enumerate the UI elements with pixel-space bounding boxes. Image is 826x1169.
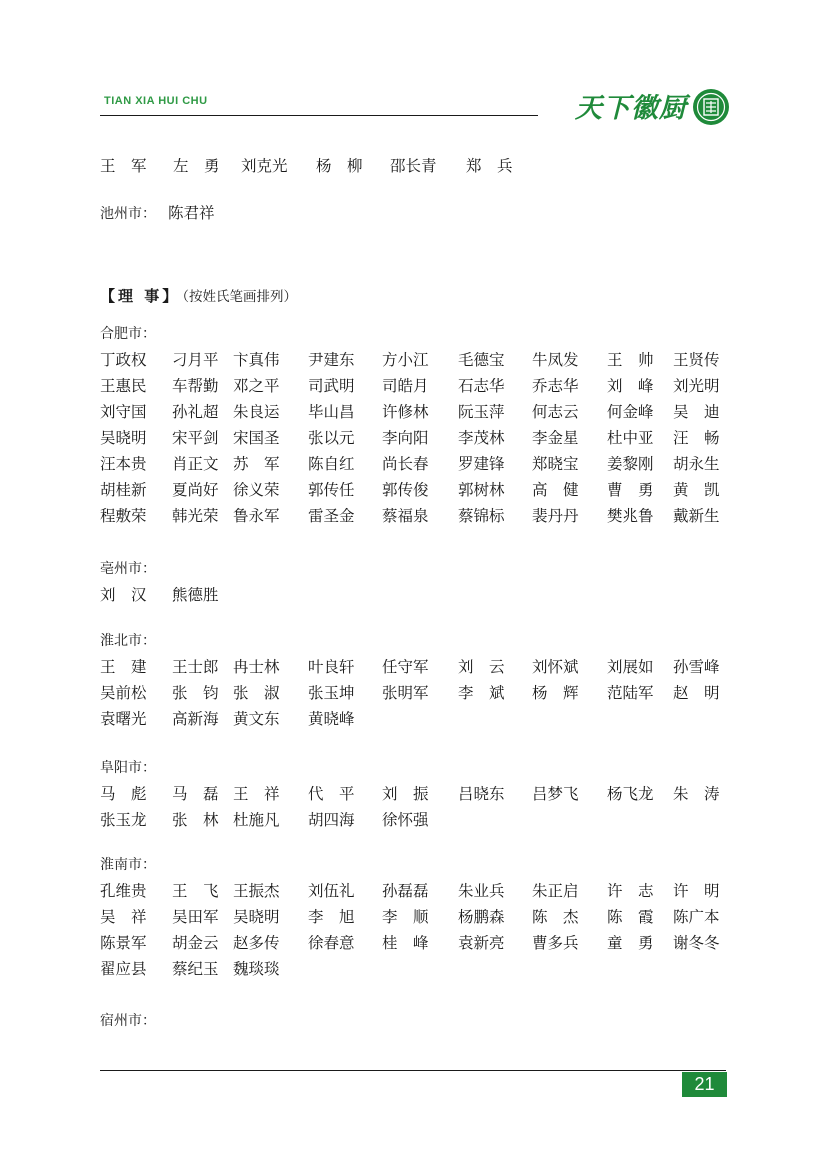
- member-name: 戴新生: [673, 507, 720, 525]
- member-name: 左 勇: [173, 157, 220, 175]
- name-row: [100, 582, 730, 608]
- member-name: 胡金云: [172, 934, 219, 952]
- member-name: 黄文东: [233, 710, 280, 728]
- member-name: 赵 明: [673, 684, 720, 702]
- member-name: 曹多兵: [532, 934, 579, 952]
- member-name: 宋国圣: [233, 429, 280, 447]
- member-name: 阮玉萍: [458, 403, 505, 421]
- member-name: 刘守国: [100, 403, 147, 421]
- name-row: [100, 706, 730, 732]
- member-name: 罗建锋: [458, 455, 505, 473]
- member-name: 张玉坤: [308, 684, 355, 702]
- member-name: 陈君祥: [168, 204, 215, 222]
- member-name: 刁月平: [172, 351, 219, 369]
- member-name: 毛德宝: [458, 351, 505, 369]
- member-name: 何志云: [532, 403, 579, 421]
- header-divider: [100, 115, 538, 116]
- member-name: 桂 峰: [382, 934, 429, 952]
- member-name: 王 军: [100, 157, 147, 175]
- name-row: [100, 680, 730, 706]
- member-name: 王 帅: [607, 351, 654, 369]
- name-row: [100, 654, 730, 680]
- member-name: 张以元: [308, 429, 355, 447]
- member-name: 程敷荣: [100, 507, 147, 525]
- name-row: [100, 781, 730, 807]
- member-name: 叶良轩: [308, 658, 355, 676]
- member-name: 牛凤发: [532, 351, 579, 369]
- member-name: 朱良运: [233, 403, 280, 421]
- logo-seal-icon: [693, 89, 729, 125]
- member-name: 王惠民: [100, 377, 147, 395]
- member-name: 刘 云: [458, 658, 505, 676]
- city-label: 宿州市：: [100, 1013, 156, 1029]
- member-name: 许 明: [673, 882, 720, 900]
- city-label: 淮南市：: [100, 857, 156, 873]
- member-name: 代 平: [308, 785, 355, 803]
- page-number: 21: [682, 1072, 727, 1097]
- member-name: 雷圣金: [308, 507, 355, 525]
- member-name: 赵多传: [233, 934, 280, 952]
- member-name: 陈 霞: [607, 908, 654, 926]
- member-name: 吴 迪: [673, 403, 720, 421]
- member-name: 朱业兵: [458, 882, 505, 900]
- member-name: 张 林: [172, 811, 219, 829]
- member-name: 胡四海: [308, 811, 355, 829]
- member-name: 卞真伟: [233, 351, 280, 369]
- member-name: 邓之平: [233, 377, 280, 395]
- city-label-chizhou: [100, 202, 215, 225]
- member-name: 王士郎: [172, 658, 219, 676]
- member-name: 李茂林: [458, 429, 505, 447]
- member-name: 熊德胜: [172, 586, 219, 604]
- member-name: 杜中亚: [607, 429, 654, 447]
- member-name: 孙礼超: [172, 403, 219, 421]
- member-name: 任守军: [382, 658, 429, 676]
- member-name: 谢冬冬: [673, 934, 720, 952]
- member-name: 张 淑: [233, 684, 280, 702]
- member-name: 刘 振: [382, 785, 429, 803]
- member-name: 李向阳: [382, 429, 429, 447]
- member-name: 吴田军: [172, 908, 219, 926]
- member-name: 蔡纪玉: [172, 960, 219, 978]
- member-name: 童 勇: [607, 934, 654, 952]
- city-label: 合肥市：: [100, 326, 156, 342]
- member-name: 司武明: [308, 377, 355, 395]
- name-row: [100, 956, 730, 982]
- member-name: 翟应县: [100, 960, 147, 978]
- city-name: 池州市：: [100, 206, 156, 222]
- member-name: 杨飞龙: [607, 785, 654, 803]
- member-name: 宋平剑: [172, 429, 219, 447]
- member-name: 车帮勤: [172, 377, 219, 395]
- member-name: 朱正启: [532, 882, 579, 900]
- member-name: 高 健: [532, 481, 579, 499]
- name-row: [100, 399, 730, 425]
- member-name: 毕山昌: [308, 403, 355, 421]
- member-name: 裴丹丹: [532, 507, 579, 525]
- member-name: 苏 军: [233, 455, 280, 473]
- city-label: 淮北市：: [100, 633, 156, 649]
- member-name: 冉士林: [233, 658, 280, 676]
- member-name: 尚长春: [382, 455, 429, 473]
- member-name: 何金峰: [607, 403, 654, 421]
- member-name: 孙磊磊: [382, 882, 429, 900]
- member-name: 袁新亮: [458, 934, 505, 952]
- member-name: 李金星: [532, 429, 579, 447]
- member-name: 曹 勇: [607, 481, 654, 499]
- name-row: [100, 373, 730, 399]
- name-row: [100, 153, 730, 179]
- member-name: 李 顺: [382, 908, 429, 926]
- member-name: 张明军: [382, 684, 429, 702]
- member-name: 韩光荣: [172, 507, 219, 525]
- member-name: 鲁永军: [233, 507, 280, 525]
- name-row: [100, 904, 730, 930]
- member-name: 邵长青: [390, 157, 437, 175]
- member-name: 吴晓明: [100, 429, 147, 447]
- member-name: 王振杰: [233, 882, 280, 900]
- member-name: 黄 凯: [673, 481, 720, 499]
- member-name: 张 钧: [172, 684, 219, 702]
- member-name: 刘伍礼: [308, 882, 355, 900]
- member-name: 石志华: [458, 377, 505, 395]
- member-name: 孙雪峰: [673, 658, 720, 676]
- member-name: 吕梦飞: [532, 785, 579, 803]
- name-row: [100, 930, 730, 956]
- member-name: 许 志: [607, 882, 654, 900]
- member-name: 樊兆鲁: [607, 507, 654, 525]
- member-name: 范陆军: [607, 684, 654, 702]
- member-name: 马 磊: [172, 785, 219, 803]
- logo: 天下徽厨: [575, 93, 687, 124]
- member-name: 司皓月: [382, 377, 429, 395]
- member-name: 胡桂新: [100, 481, 147, 499]
- name-row: [100, 451, 730, 477]
- seal-icon: [693, 89, 729, 125]
- member-name: 黄晓峰: [308, 710, 355, 728]
- member-name: 刘展如: [607, 658, 654, 676]
- section-heading: 【理 事】: [100, 287, 181, 305]
- member-name: 王 建: [100, 658, 147, 676]
- name-row: [100, 347, 730, 373]
- member-name: 郭树林: [458, 481, 505, 499]
- member-name: 高新海: [172, 710, 219, 728]
- member-name: 吴 祥: [100, 908, 147, 926]
- member-name: 郑晓宝: [532, 455, 579, 473]
- member-name: 姜黎刚: [607, 455, 654, 473]
- member-name: 方小江: [382, 351, 429, 369]
- member-name: 丁政权: [100, 351, 147, 369]
- member-name: 郭传任: [308, 481, 355, 499]
- member-name: 刘 峰: [607, 377, 654, 395]
- member-name: 吕晓东: [458, 785, 505, 803]
- member-name: 肖正文: [172, 455, 219, 473]
- member-name: 王 飞: [172, 882, 219, 900]
- name-row: [100, 477, 730, 503]
- member-name: 陈 杰: [532, 908, 579, 926]
- member-name: 马 彪: [100, 785, 147, 803]
- member-name: 徐怀强: [382, 811, 429, 829]
- member-name: 张玉龙: [100, 811, 147, 829]
- city-label: 亳州市：: [100, 561, 156, 577]
- member-name: 刘怀斌: [532, 658, 579, 676]
- member-name: 徐春意: [308, 934, 355, 952]
- member-name: 杨 柳: [316, 157, 363, 175]
- section-note: （按姓氏笔画排列）: [182, 289, 297, 305]
- member-name: 王 祥: [233, 785, 280, 803]
- member-name: 李 旭: [308, 908, 355, 926]
- member-name: 李 斌: [458, 684, 505, 702]
- section-title: [100, 285, 297, 308]
- name-row: [100, 807, 730, 833]
- member-name: 陈广本: [673, 908, 720, 926]
- member-name: 徐义荣: [233, 481, 280, 499]
- member-name: 尹建东: [308, 351, 355, 369]
- member-name: 蔡锦标: [458, 507, 505, 525]
- member-name: 杜施凡: [233, 811, 280, 829]
- member-name: 郭传俊: [382, 481, 429, 499]
- name-row: [100, 425, 730, 451]
- member-name: 袁曙光: [100, 710, 147, 728]
- header-brand-pinyin: TIAN XIA HUI CHU: [104, 95, 208, 107]
- member-name: 吴晓明: [233, 908, 280, 926]
- member-name: 郑 兵: [466, 157, 513, 175]
- member-name: 杨 辉: [532, 684, 579, 702]
- member-name: 朱 涛: [673, 785, 720, 803]
- name-row: [100, 503, 730, 529]
- member-name: 胡永生: [673, 455, 720, 473]
- member-name: 许修林: [382, 403, 429, 421]
- member-name: 汪 畅: [673, 429, 720, 447]
- member-name: 乔志华: [532, 377, 579, 395]
- member-name: 夏尚好: [172, 481, 219, 499]
- member-name: 魏琰琰: [233, 960, 280, 978]
- member-name: 吴前松: [100, 684, 147, 702]
- member-name: 蔡福泉: [382, 507, 429, 525]
- member-name: 孔维贵: [100, 882, 147, 900]
- member-name: 杨鹏森: [458, 908, 505, 926]
- member-name: 刘克光: [241, 157, 288, 175]
- member-name: 刘光明: [673, 377, 720, 395]
- city-label: 阜阳市：: [100, 760, 156, 776]
- member-name: 刘 汉: [100, 586, 147, 604]
- member-name: 汪本贵: [100, 455, 147, 473]
- member-name: 陈自红: [308, 455, 355, 473]
- member-name: 王贤传: [673, 351, 720, 369]
- footer-divider: [100, 1070, 726, 1071]
- member-name: 陈景军: [100, 934, 147, 952]
- name-row: [100, 878, 730, 904]
